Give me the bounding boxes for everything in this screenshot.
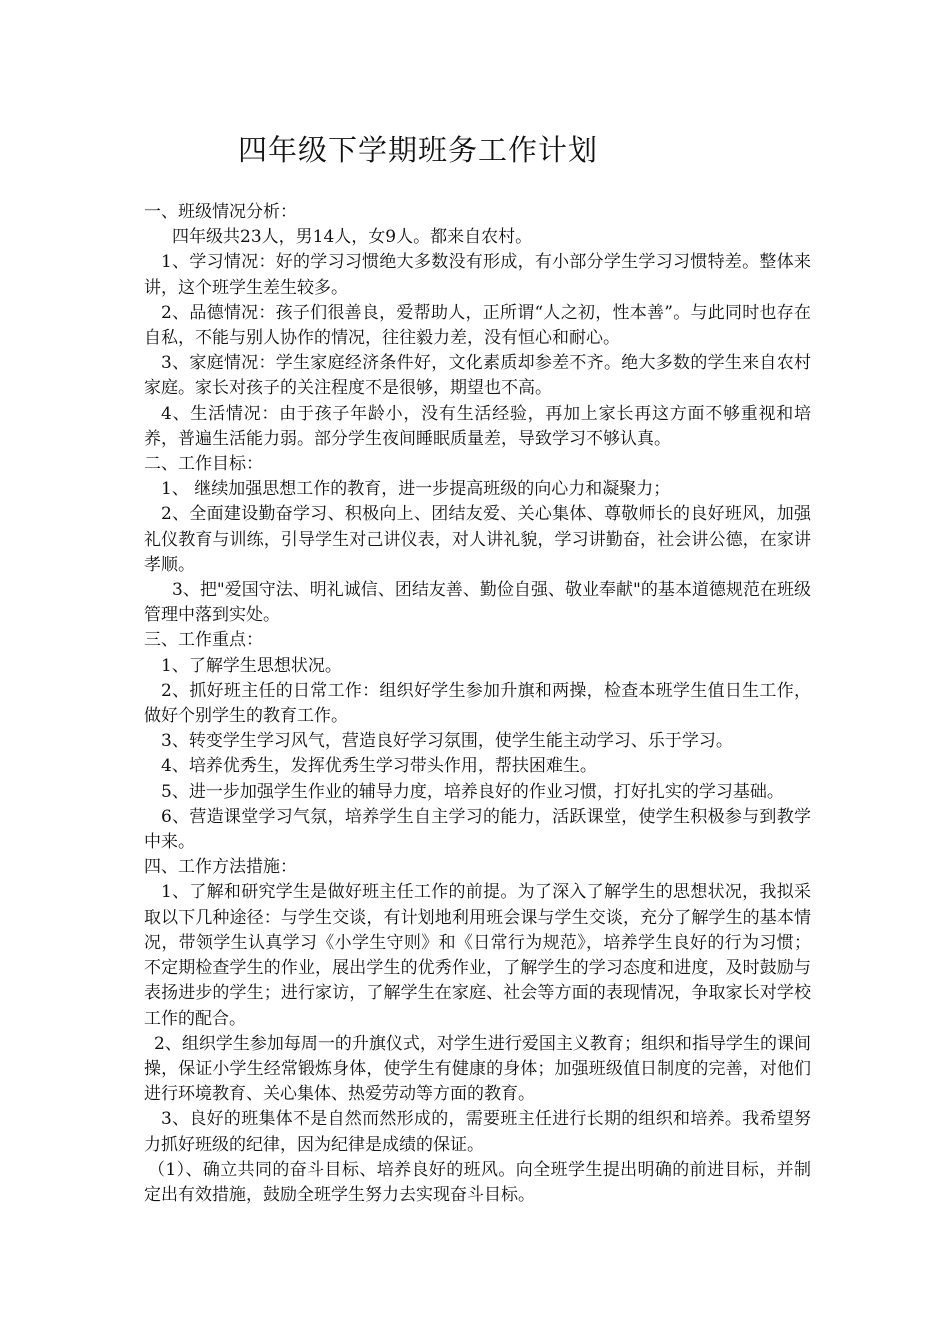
paragraph-focus-2: 2、抓好班主任的日常工作：组织好学生参加升旗和两操，检查本班学生值日生工作，做好个别学生的教育工作。: [144, 680, 811, 727]
section-heading-class-analysis: 一、班级情况分析：: [144, 202, 297, 222]
paragraph-goal-1: 1、 继续加强思想工作的教育，进一步提高班级的向心力和凝聚力；: [161, 479, 671, 500]
paragraph-life-situation: 4、生活情况：由于孩子年龄小，没有生活经验，再加上家长再这方面不够重视和培养，普遍生活能力弱。部分学生夜间睡眠质量差，导致学习不够认真。: [144, 403, 811, 449]
section-heading-work-focus: 三、工作重点：: [144, 630, 263, 651]
paragraph-class-size: 四年级共23人，男14人，女9人。都来自农村。: [172, 227, 533, 248]
paragraph-focus-1: 1、了解学生思想状况。: [161, 655, 342, 676]
paragraph-focus-5: 5、进一步加强学生作业的辅导力度，培养良好的作业习惯，打好扎实的学习基础。: [161, 781, 784, 802]
section-heading-methods: 四、工作方法措施：: [144, 857, 297, 878]
paragraph-method-2: 2、组织学生参加每周一的升旗仪式，对学生进行爱国主义教育；组织和指导学生的课间操，保证小学生经常锻炼身体，使学生有健康的身体；加强班级值日制度的完善，对他们进行环境教育、关心集体、热爱劳动等方面的教育。: [144, 1033, 811, 1105]
paragraph-focus-4: 4、培养优秀生，发挥优秀生学习带头作用，帮扶困难生。: [161, 756, 597, 777]
paragraph-family-situation: 3、家庭情况：学生家庭经济条件好，文化素质却参差不齐。绝大多数的学生来自农村家庭。家长对孩子的关注程度不是很够，期望也不高。: [144, 353, 811, 399]
paragraph-method-3: 3、良好的班集体不是自然而然形成的，需要班主任进行长期的组织和培养。我希望努力抓好班级的纪律，因为纪律是成绩的保证。: [144, 1109, 811, 1155]
document-title: 四年级下学期班务工作计划: [238, 133, 599, 167]
paragraph-focus-6: 6、营造课堂学习气氛，培养学生自主学习的能力，活跃课堂，使学生积极参与到教学中来。: [144, 806, 811, 853]
document-body: [144, 200, 811, 1208]
paragraph-focus-3: 3、转变学生学习风气，营造良好学习氛围，使学生能主动学习、乐于学习。: [161, 731, 733, 752]
section-heading-work-goals: 二、工作目标：: [144, 454, 263, 475]
paragraph-moral-situation: 2、品德情况：孩子们很善良，爱帮助人，正所谓“人之初，性本善”。与此同时也存在自私，不能与别人协作的情况，往往毅力差，没有恒心和耐心。: [144, 302, 811, 349]
paragraph-goal-3: 3、把"爱国守法、明礼诚信、团结友善、勤俭自强、敬业奉献"的基本道德规范在班级管理中落到实处。: [144, 580, 811, 626]
paragraph-study-situation: 1、学习情况：好的学习习惯绝大多数没有形成，有小部分学生学习习惯特差。整体来讲，这个班学生差生较多。: [144, 252, 811, 298]
paragraph-goal-2: 2、全面建设勤奋学习、积极向上、团结友爱、关心集体、尊敬师长的良好班风，加强礼仪教育与训练，引导学生对己讲仪表，对人讲礼貌，学习讲勤奋，社会讲公德，在家讲孝顺。: [144, 504, 811, 575]
paragraph-method-3-1: （1）、确立共同的奋斗目标、培养良好的班风。向全班学生提出明确的前进目标，并制定出有效措施，鼓励全班学生努力去实现奋斗目标。: [144, 1159, 811, 1205]
paragraph-method-1: 1、了解和研究学生是做好班主任工作的前提。为了深入了解学生的思想状况，我拟采取以下几种途径：与学生交谈，有计划地利用班会课与学生交谈，充分了解学生的基本情况，带领学生认真学习《小学生守则》和《日常行为规范》，培养学生良好的行为习惯；不定期检查学生的作业，展出学生的优秀作业，了解学生的学习态度和进度，及时鼓励与表扬进步的学生；进行家访，了解学生在家庭、社会等方面的表现情况，争取家长对学校工作的配合。: [144, 882, 811, 1029]
